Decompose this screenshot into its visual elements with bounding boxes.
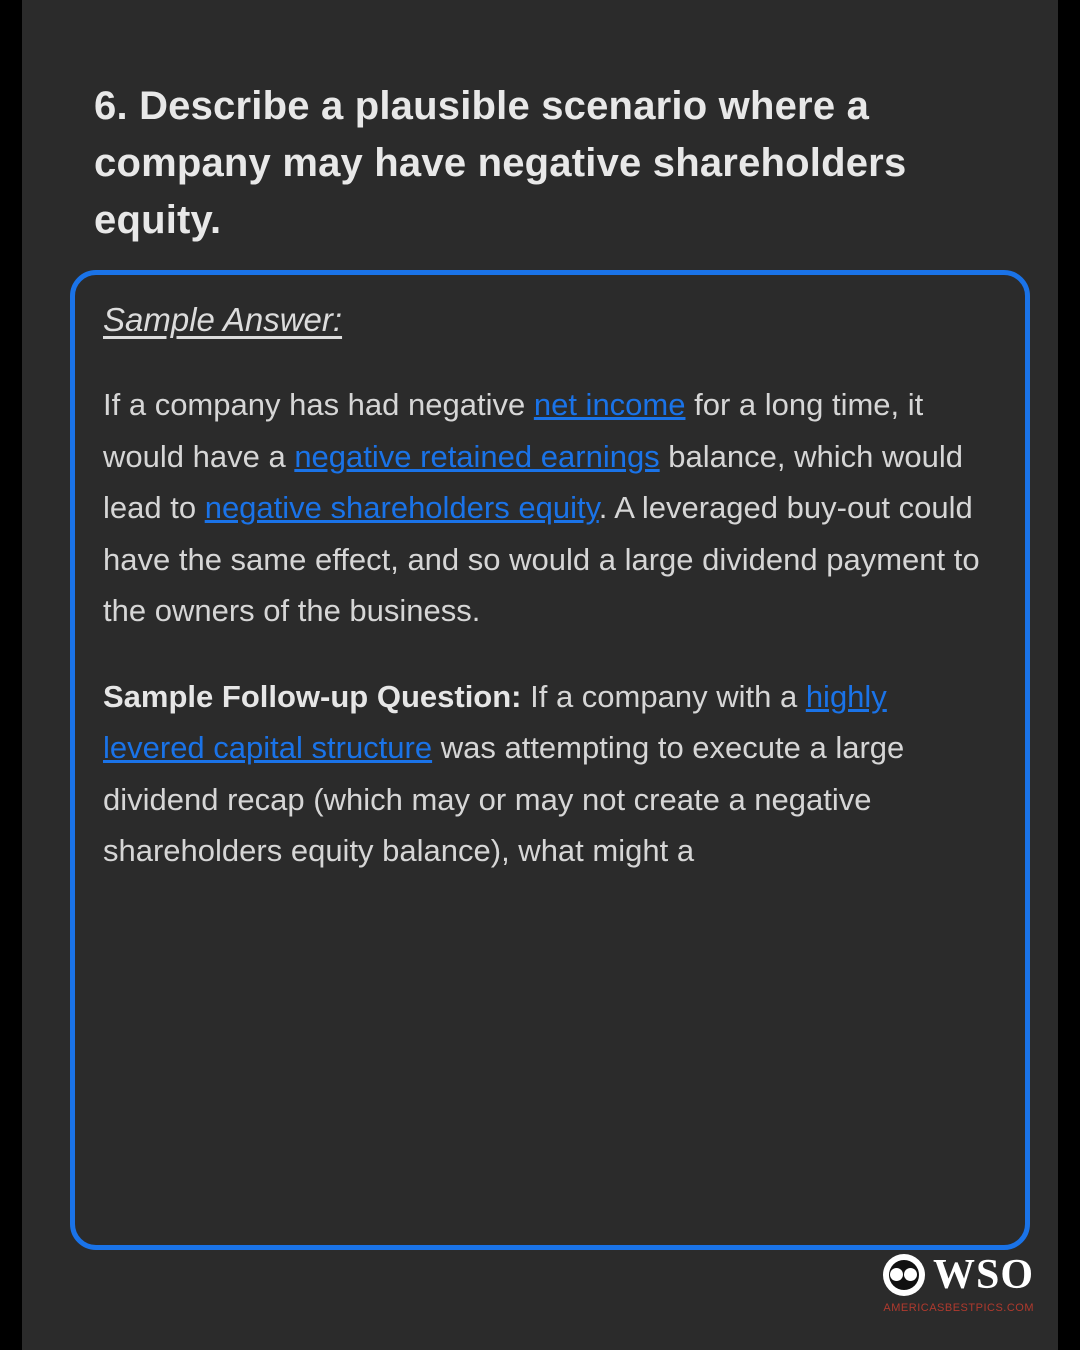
link-net-income[interactable]: net income	[533, 387, 686, 423]
page-title: 6. Describe a plausible scenario where a company may have negative shareholders equity.	[94, 84, 907, 242]
answer-paragraph-2	[103, 671, 995, 877]
left-letterbox-bar	[0, 0, 22, 1350]
answer-p1-seg2: for a long time, it would have a	[103, 387, 924, 474]
answer-p2-seg1: If a company with a	[521, 678, 806, 714]
answer-p1-seg1: If a company has had negative	[103, 387, 534, 423]
link-highly-levered-capital-structure[interactable]: highly levered capital structure	[103, 678, 887, 766]
link-negative-retained-earnings[interactable]: negative retained earnings	[294, 438, 660, 474]
wso-logo	[883, 1254, 1034, 1296]
sample-answer-box	[70, 270, 1030, 1250]
footer	[883, 1254, 1034, 1314]
link-negative-shareholders-equity[interactable]: negative shareholders equity	[204, 490, 599, 526]
answer-p1-seg4: . A leveraged buy-out could have the same effect, and so would a large dividend payment to the owners of the business.	[103, 490, 980, 629]
answer-p1-seg3: balance, which would lead to	[103, 438, 963, 526]
wso-brand-text: WSO	[932, 1252, 1034, 1298]
answer-paragraph-1	[103, 379, 995, 636]
follow-up-question-label: Sample Follow-up Question:	[103, 678, 522, 714]
right-letterbox-bar	[1058, 0, 1080, 1350]
answer-p2-seg2: was attempting to execute a large dividend recap (which may or may not create a negative shareholders equity balance), what might a	[103, 730, 905, 869]
content-area	[70, 78, 1030, 1250]
site-watermark: AMERICASBESTPICS.COM	[883, 1302, 1034, 1314]
sample-answer-label: Sample Answer:	[103, 301, 343, 339]
wso-eye-icon	[883, 1254, 925, 1296]
